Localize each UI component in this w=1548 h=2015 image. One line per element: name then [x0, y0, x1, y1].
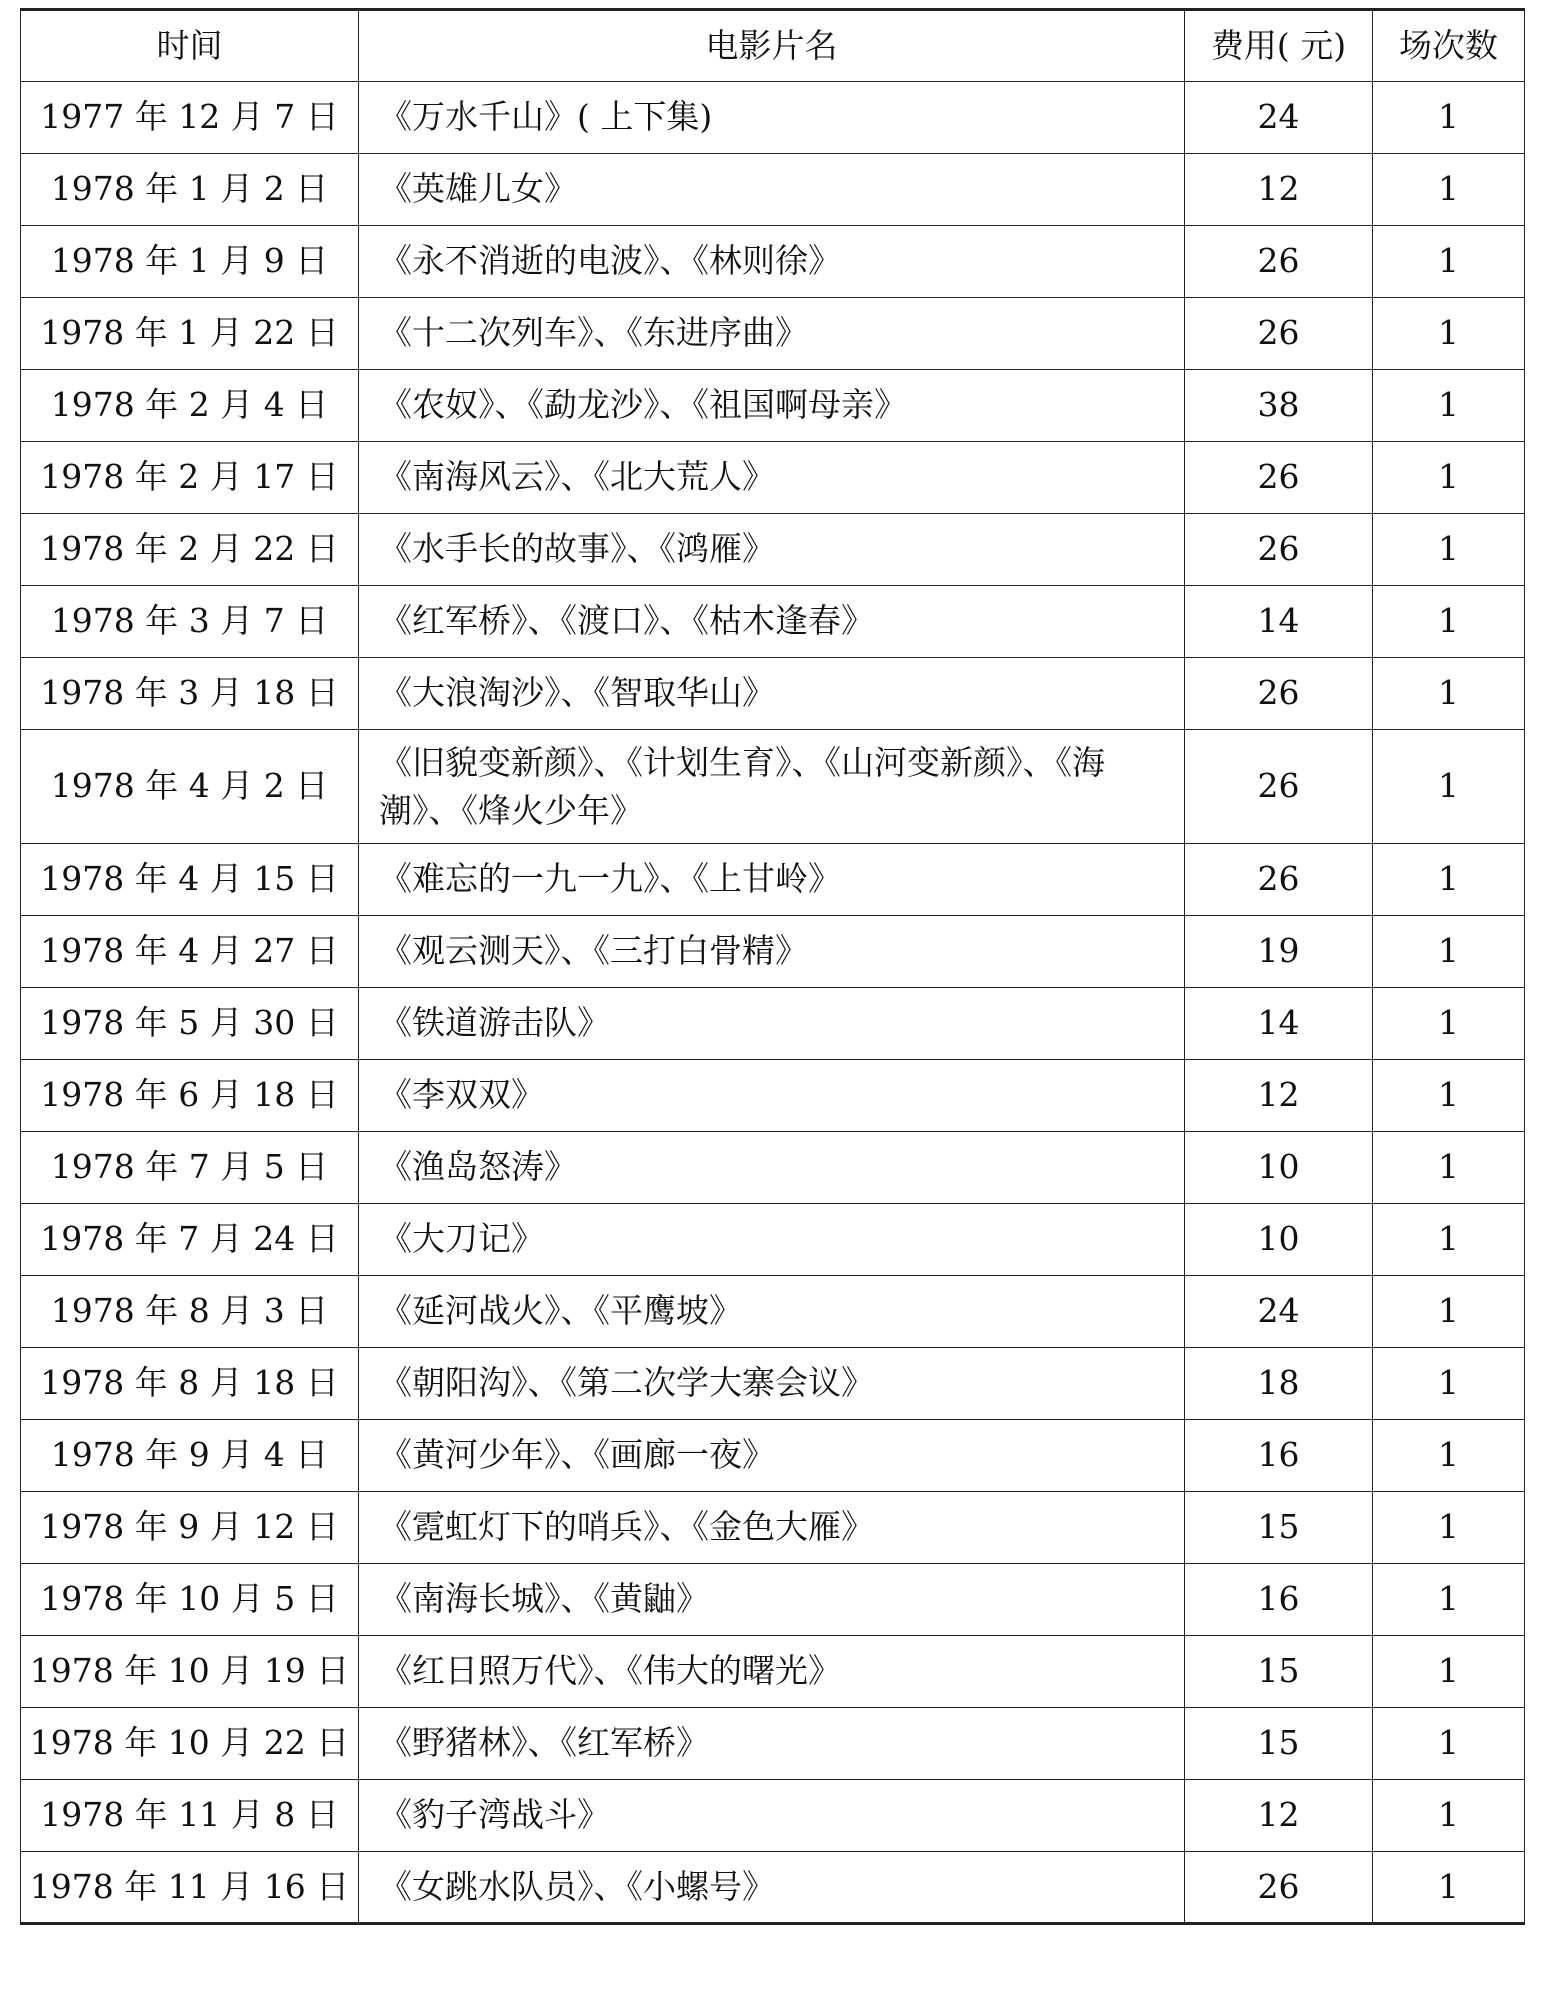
- cell-cost: 15: [1185, 1708, 1373, 1780]
- cell-count: 1: [1373, 586, 1525, 658]
- cell-film: 《永不消逝的电波》、《林则徐》: [359, 226, 1185, 298]
- cell-date: 1978 年 4 月 15 日: [21, 844, 359, 916]
- cell-count: 1: [1373, 1492, 1525, 1564]
- cell-film: 《难忘的一九一九》、《上甘岭》: [359, 844, 1185, 916]
- cell-count: 1: [1373, 1204, 1525, 1276]
- cell-count: 1: [1373, 442, 1525, 514]
- cell-date: 1978 年 1 月 9 日: [21, 226, 359, 298]
- cell-film: 《渔岛怒涛》: [359, 1132, 1185, 1204]
- cell-count: 1: [1373, 514, 1525, 586]
- cell-count: 1: [1373, 1564, 1525, 1636]
- table-row: [21, 916, 1525, 988]
- table-row: [21, 1492, 1525, 1564]
- cell-film: 《李双双》: [359, 1060, 1185, 1132]
- cell-count: 1: [1373, 226, 1525, 298]
- cell-date: 1978 年 7 月 5 日: [21, 1132, 359, 1204]
- table-row: [21, 1420, 1525, 1492]
- cell-film: 《红日照万代》、《伟大的曙光》: [359, 1636, 1185, 1708]
- cell-cost: 14: [1185, 586, 1373, 658]
- table-row: [21, 1132, 1525, 1204]
- cell-film: 《万水千山》( 上下集): [359, 82, 1185, 154]
- table-row: [21, 1276, 1525, 1348]
- cell-count: 1: [1373, 658, 1525, 730]
- cell-count: 1: [1373, 1852, 1525, 1924]
- cell-count: 1: [1373, 82, 1525, 154]
- cell-date: 1978 年 5 月 30 日: [21, 988, 359, 1060]
- cell-date: 1978 年 2 月 22 日: [21, 514, 359, 586]
- cell-date: 1977 年 12 月 7 日: [21, 82, 359, 154]
- cell-date: 1978 年 8 月 18 日: [21, 1348, 359, 1420]
- cell-film: 《霓虹灯下的哨兵》、《金色大雁》: [359, 1492, 1185, 1564]
- table-row: [21, 658, 1525, 730]
- film-screening-table: [20, 8, 1525, 1925]
- table-row: [21, 1204, 1525, 1276]
- table-row: [21, 988, 1525, 1060]
- cell-cost: 26: [1185, 514, 1373, 586]
- cell-count: 1: [1373, 1276, 1525, 1348]
- cell-cost: 26: [1185, 442, 1373, 514]
- cell-film: 《铁道游击队》: [359, 988, 1185, 1060]
- cell-film: 《观云测天》、《三打白骨精》: [359, 916, 1185, 988]
- cell-cost: 16: [1185, 1420, 1373, 1492]
- cell-date: 1978 年 2 月 17 日: [21, 442, 359, 514]
- cell-date: 1978 年 1 月 22 日: [21, 298, 359, 370]
- cell-cost: 19: [1185, 916, 1373, 988]
- table-row: [21, 1852, 1525, 1924]
- cell-cost: 12: [1185, 154, 1373, 226]
- table-row: [21, 1060, 1525, 1132]
- cell-date: 1978 年 10 月 19 日: [21, 1636, 359, 1708]
- cell-date: 1978 年 7 月 24 日: [21, 1204, 359, 1276]
- cell-cost: 12: [1185, 1060, 1373, 1132]
- cell-count: 1: [1373, 988, 1525, 1060]
- cell-count: 1: [1373, 1060, 1525, 1132]
- table-row: [21, 844, 1525, 916]
- table-row: [21, 442, 1525, 514]
- table-row: [21, 514, 1525, 586]
- cell-count: 1: [1373, 1132, 1525, 1204]
- cell-cost: 16: [1185, 1564, 1373, 1636]
- table-body: [21, 82, 1525, 1924]
- header-count: 场次数: [1373, 10, 1525, 82]
- header-film: 电影片名: [359, 10, 1185, 82]
- cell-count: 1: [1373, 298, 1525, 370]
- cell-count: 1: [1373, 730, 1525, 844]
- cell-date: 1978 年 10 月 5 日: [21, 1564, 359, 1636]
- cell-count: 1: [1373, 1708, 1525, 1780]
- header-cost: 费用( 元): [1185, 10, 1373, 82]
- cell-count: 1: [1373, 154, 1525, 226]
- cell-film: 《黄河少年》、《画廊一夜》: [359, 1420, 1185, 1492]
- cell-cost: 15: [1185, 1492, 1373, 1564]
- cell-cost: 18: [1185, 1348, 1373, 1420]
- cell-cost: 26: [1185, 730, 1373, 844]
- cell-film: 《南海风云》、《北大荒人》: [359, 442, 1185, 514]
- cell-film: 《大刀记》: [359, 1204, 1185, 1276]
- cell-film: 《农奴》、《勐龙沙》、《祖国啊母亲》: [359, 370, 1185, 442]
- table-header-row: [21, 10, 1525, 82]
- cell-film: 《十二次列车》、《东进序曲》: [359, 298, 1185, 370]
- cell-film: 《英雄儿女》: [359, 154, 1185, 226]
- cell-count: 1: [1373, 1420, 1525, 1492]
- cell-cost: 10: [1185, 1132, 1373, 1204]
- table-row: [21, 586, 1525, 658]
- cell-cost: 15: [1185, 1636, 1373, 1708]
- cell-film: 《延河战火》、《平鹰坡》: [359, 1276, 1185, 1348]
- cell-cost: 14: [1185, 988, 1373, 1060]
- cell-date: 1978 年 11 月 16 日: [21, 1852, 359, 1924]
- table-row: [21, 1780, 1525, 1852]
- cell-cost: 26: [1185, 658, 1373, 730]
- cell-date: 1978 年 3 月 18 日: [21, 658, 359, 730]
- cell-count: 1: [1373, 1636, 1525, 1708]
- table-row: [21, 1708, 1525, 1780]
- cell-film: 《旧貌变新颜》、《计划生育》、《山河变新颜》、《海潮》、《烽火少年》: [359, 730, 1185, 844]
- cell-date: 1978 年 1 月 2 日: [21, 154, 359, 226]
- table-row: [21, 82, 1525, 154]
- cell-date: 1978 年 3 月 7 日: [21, 586, 359, 658]
- cell-date: 1978 年 8 月 3 日: [21, 1276, 359, 1348]
- cell-date: 1978 年 11 月 8 日: [21, 1780, 359, 1852]
- cell-film: 《野猪林》、《红军桥》: [359, 1708, 1185, 1780]
- cell-cost: 24: [1185, 1276, 1373, 1348]
- table-row: [21, 1636, 1525, 1708]
- cell-date: 1978 年 9 月 4 日: [21, 1420, 359, 1492]
- table-row: [21, 226, 1525, 298]
- table-row: [21, 154, 1525, 226]
- table-row: [21, 298, 1525, 370]
- cell-date: 1978 年 4 月 27 日: [21, 916, 359, 988]
- cell-count: 1: [1373, 1348, 1525, 1420]
- cell-date: 1978 年 6 月 18 日: [21, 1060, 359, 1132]
- cell-cost: 26: [1185, 844, 1373, 916]
- cell-cost: 10: [1185, 1204, 1373, 1276]
- cell-cost: 26: [1185, 226, 1373, 298]
- cell-film: 《朝阳沟》、《第二次学大寨会议》: [359, 1348, 1185, 1420]
- cell-cost: 12: [1185, 1780, 1373, 1852]
- cell-film: 《红军桥》、《渡口》、《枯木逢春》: [359, 586, 1185, 658]
- cell-count: 1: [1373, 1780, 1525, 1852]
- cell-film: 《水手长的故事》、《鸿雁》: [359, 514, 1185, 586]
- cell-cost: 26: [1185, 298, 1373, 370]
- cell-date: 1978 年 4 月 2 日: [21, 730, 359, 844]
- cell-film: 《女跳水队员》、《小螺号》: [359, 1852, 1185, 1924]
- cell-count: 1: [1373, 916, 1525, 988]
- cell-cost: 38: [1185, 370, 1373, 442]
- table-row: [21, 730, 1525, 844]
- cell-film: 《南海长城》、《黄鼬》: [359, 1564, 1185, 1636]
- cell-date: 1978 年 2 月 4 日: [21, 370, 359, 442]
- cell-film: 《豹子湾战斗》: [359, 1780, 1185, 1852]
- cell-date: 1978 年 10 月 22 日: [21, 1708, 359, 1780]
- table-row: [21, 1564, 1525, 1636]
- cell-film: 《大浪淘沙》、《智取华山》: [359, 658, 1185, 730]
- cell-date: 1978 年 9 月 12 日: [21, 1492, 359, 1564]
- cell-cost: 26: [1185, 1852, 1373, 1924]
- table-row: [21, 1348, 1525, 1420]
- cell-count: 1: [1373, 844, 1525, 916]
- cell-count: 1: [1373, 370, 1525, 442]
- table-row: [21, 370, 1525, 442]
- cell-cost: 24: [1185, 82, 1373, 154]
- header-date: 时间: [21, 10, 359, 82]
